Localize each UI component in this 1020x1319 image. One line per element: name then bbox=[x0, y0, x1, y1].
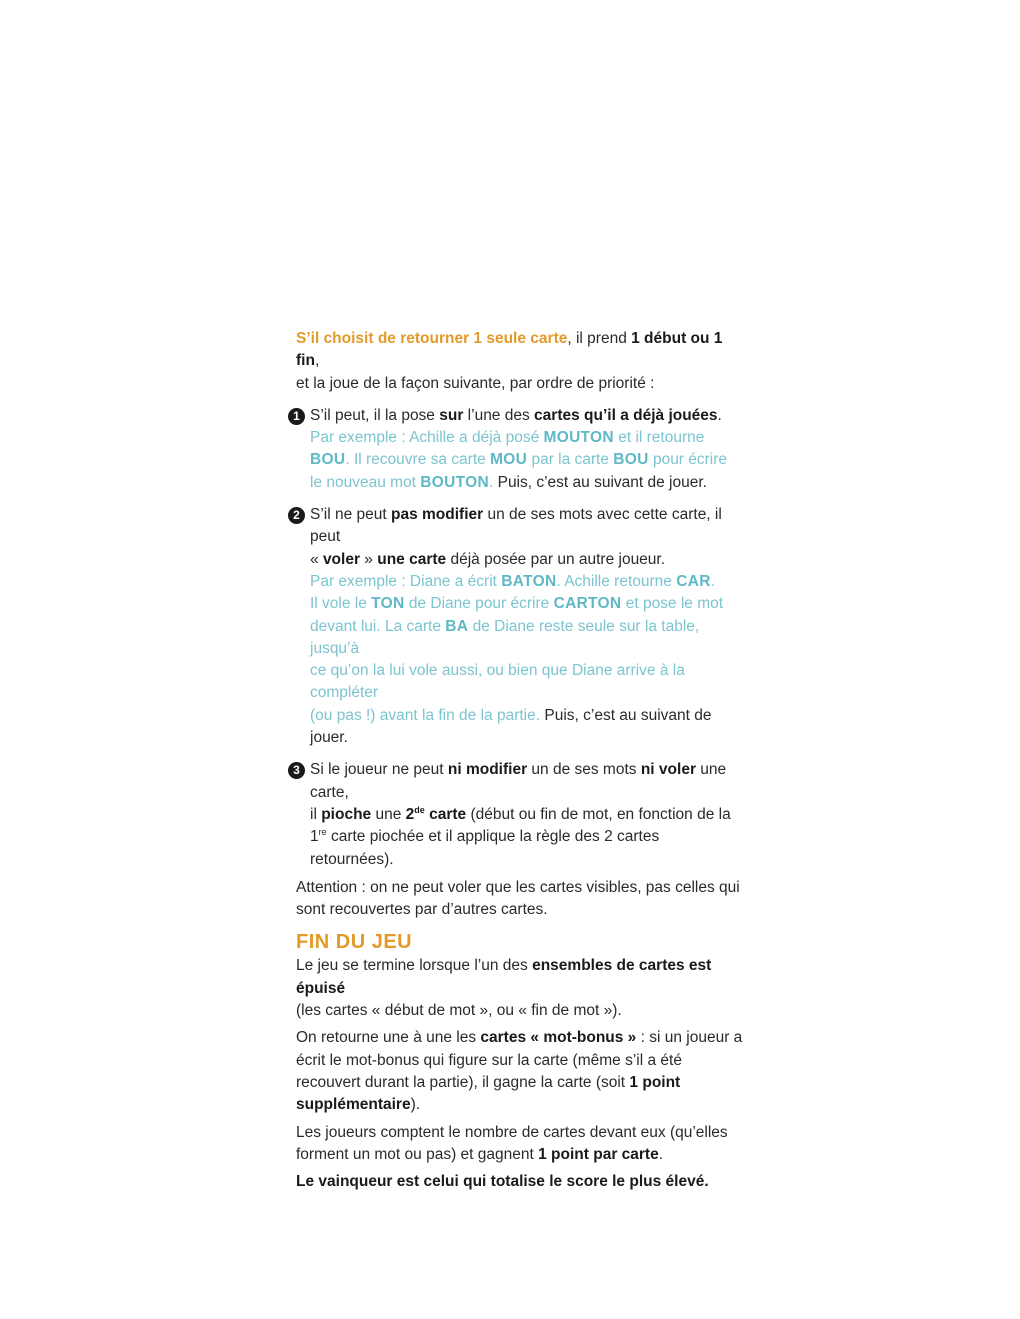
step-bold: pioche bbox=[321, 805, 372, 823]
step-number-badge: 1 bbox=[288, 408, 305, 425]
step-number-badge: 3 bbox=[288, 762, 305, 779]
step-text: une carte, bbox=[310, 761, 727, 801]
end-paragraph-1: Le jeu se termine lorsque l’un des ensembles de cartes est épuisé (les cartes « début de mot », ou « fin de mot »). bbox=[296, 957, 712, 1020]
example-text: Par exemple : Achille a déjà posé MOUTON et il retourne BOU. Il recouvre sa carte MOU par la carte BOU pour écrire le nouveau mot BOUTON. bbox=[310, 429, 728, 491]
step-bold: une carte bbox=[377, 550, 447, 568]
winner-statement: Le vainqueur est celui qui totalise le score le plus élevé. bbox=[296, 1173, 709, 1191]
intro-text: , il prend bbox=[567, 330, 632, 347]
step-bold: sur bbox=[439, 406, 464, 424]
step-text: » bbox=[360, 550, 378, 568]
step-bold: pas modifier bbox=[391, 506, 484, 524]
step-text: une bbox=[371, 805, 406, 823]
step-text: l’une des bbox=[463, 406, 535, 424]
example-word: TON bbox=[371, 595, 405, 613]
step-end-text: Puis, c’est au suivant de jouer. bbox=[493, 473, 707, 491]
step-text: S’il ne peut bbox=[310, 506, 391, 524]
step-text: déjà posée par un autre joueur. bbox=[446, 550, 666, 568]
intro-line2: et la joue de la façon suivante, par ordre de priorité : bbox=[296, 374, 655, 392]
step-end-text: Puis, c’est au suivant de jouer. bbox=[310, 706, 712, 747]
intro-paragraph bbox=[296, 328, 744, 395]
step-text: S’il peut, il la pose bbox=[310, 406, 440, 424]
section-title: FIN DU JEU bbox=[296, 931, 413, 954]
step-bold: voler bbox=[322, 550, 360, 568]
end-paragraph-3: Les joueurs comptent le nombre de cartes devant eux (qu’elles forment un mot ou pas) et gagnent 1 point par carte. bbox=[296, 1123, 728, 1163]
step-text: Si le joueur ne peut bbox=[310, 761, 448, 779]
example-word: CARTON bbox=[553, 595, 622, 613]
example-word: BOUTON bbox=[420, 473, 489, 491]
example-word: MOUTON bbox=[543, 429, 614, 447]
step-text: . bbox=[717, 406, 722, 424]
step-bold: cartes qu’il a déjà jouées bbox=[534, 406, 718, 424]
example-word: MOU bbox=[490, 451, 528, 469]
intro-highlight: S’il choisit de retourner 1 seule carte bbox=[296, 330, 568, 347]
example-word: BATON bbox=[501, 572, 557, 590]
step-text: il bbox=[310, 805, 322, 823]
step-text: un de ses mots avec cette carte, il peut bbox=[310, 506, 722, 546]
step-text: « bbox=[310, 550, 323, 568]
intro-text: , bbox=[314, 352, 320, 370]
step-bold: 2de carte bbox=[405, 804, 467, 823]
step-text: 1 bbox=[310, 828, 319, 846]
step-text: carte piochée et il applique la règle des 2 cartes retournées). bbox=[310, 828, 660, 868]
step-bold: ni voler bbox=[640, 761, 696, 779]
example-text: Par exemple : Diane a écrit BATON. Achille retourne CAR. Il vole le TON de Diane pour écrire CARTON et pose le mot devant lui. La carte BA de Diane reste seule sur la table, jusqu’à ce qu’on la lui vole aussi, ou bien que Diane arrive à la compléter (ou pas !) avant la fin de la partie. bbox=[310, 572, 724, 724]
example-word: BA bbox=[445, 617, 469, 635]
step-bold: ni modifier bbox=[447, 761, 528, 779]
example-word: BOU bbox=[310, 451, 346, 469]
step-text: (début ou fin de mot, en fonction de la bbox=[466, 805, 731, 823]
end-paragraph-2: On retourne une à une les cartes « mot-bonus » : si un joueur a écrit le mot-bonus qui figure sur la carte (même s’il a été recouvert durant la partie), il gagne la carte (soit 1 point supplémentaire). bbox=[296, 1029, 743, 1114]
priority-step-2 bbox=[293, 504, 744, 749]
priority-step-3 bbox=[293, 759, 744, 870]
attention-note: Attention : on ne peut voler que les cartes visibles, pas celles qui sont recouvertes par d’autres cartes. bbox=[296, 878, 740, 919]
example-word: BOU bbox=[613, 451, 649, 469]
intro-bold: 1 début ou 1 fin bbox=[296, 330, 723, 370]
step-text: un de ses mots bbox=[527, 761, 641, 779]
example-word: CAR bbox=[676, 572, 711, 590]
priority-step-1 bbox=[293, 405, 744, 494]
step-number-badge: 2 bbox=[288, 507, 305, 524]
superscript: re bbox=[318, 827, 327, 838]
rules-page bbox=[293, 328, 744, 1193]
